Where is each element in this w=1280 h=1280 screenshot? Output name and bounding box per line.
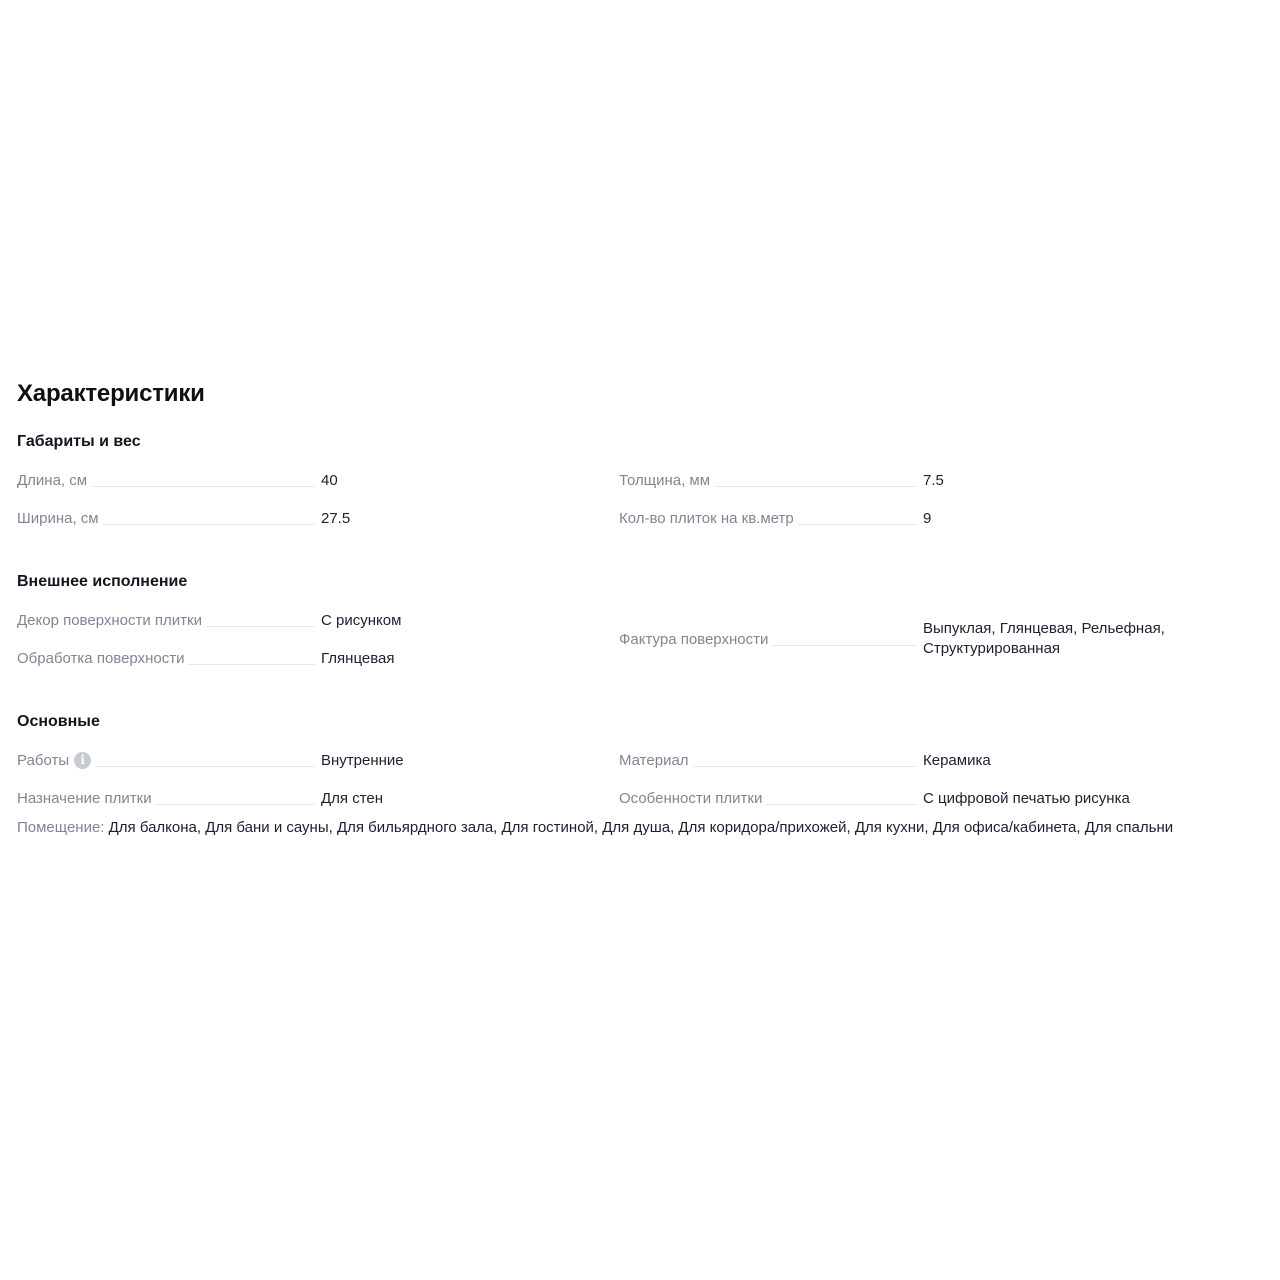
spec-value: Керамика xyxy=(923,751,991,769)
dotted-leader xyxy=(156,804,315,805)
dotted-leader xyxy=(772,645,917,646)
spec-label: Длина, см xyxy=(17,461,321,499)
spec-label: Кол-во плиток на кв.метр xyxy=(619,499,923,537)
spec-grid xyxy=(17,461,1263,537)
spec-grid xyxy=(17,601,1263,677)
dotted-leader xyxy=(798,524,917,525)
spec-value: 27.5 xyxy=(321,509,351,527)
dotted-leader xyxy=(206,626,315,627)
group-appearance xyxy=(17,571,1263,677)
spec-value: Внутренние xyxy=(321,751,404,769)
dotted-leader xyxy=(766,804,917,805)
spec-value: 9 xyxy=(923,509,932,527)
spec-value: Глянцевая xyxy=(321,649,395,667)
group-title: Внешнее исполнение xyxy=(17,573,188,590)
spec-value: С цифровой печатью рисунка xyxy=(923,789,1130,807)
dotted-leader xyxy=(95,766,315,767)
spec-value: С рисунком xyxy=(321,611,402,629)
spec-value: Выпуклая, Глянцевая, Рельефная, Структурированная xyxy=(923,620,1165,657)
spec-label: Особенности плитки xyxy=(619,779,923,817)
spec-label: Назначение плитки xyxy=(17,779,321,817)
dotted-leader xyxy=(91,486,315,487)
group-title: Габариты и вес xyxy=(17,433,141,450)
info-icon[interactable]: i xyxy=(74,752,91,769)
rooms-label: Помещение: xyxy=(17,819,105,836)
page-title: Характеристики xyxy=(17,380,205,407)
spec-label: Обработка поверхности xyxy=(17,639,321,677)
group-dimensions xyxy=(17,431,1263,537)
dotted-leader xyxy=(188,664,315,665)
spec-grid xyxy=(17,741,1263,817)
dotted-leader xyxy=(103,524,315,525)
group-title: Основные xyxy=(17,713,100,730)
spec-label: Толщина, мм xyxy=(619,461,923,499)
spec-label: Материал xyxy=(619,741,923,779)
spec-label: Декор поверхности плитки xyxy=(17,601,321,639)
spec-label: Работы i xyxy=(17,741,321,779)
group-main xyxy=(17,711,1263,839)
spec-label: Фактура поверхности xyxy=(619,601,923,677)
specs-section xyxy=(17,377,1263,839)
rooms-value: Для балкона, Для бани и сауны, Для бильярдного зала, Для гостиной, Для душа, Для коридора/прихожей, Для кухни, Для офиса/кабинета, Для спальни xyxy=(108,819,1174,836)
spec-value: 7.5 xyxy=(923,471,944,489)
spec-value: 40 xyxy=(321,471,338,489)
dotted-leader xyxy=(714,486,917,487)
dotted-leader xyxy=(693,766,917,767)
rooms-line xyxy=(17,817,1263,839)
spec-value: Для стен xyxy=(321,789,384,807)
spec-label: Ширина, см xyxy=(17,499,321,537)
